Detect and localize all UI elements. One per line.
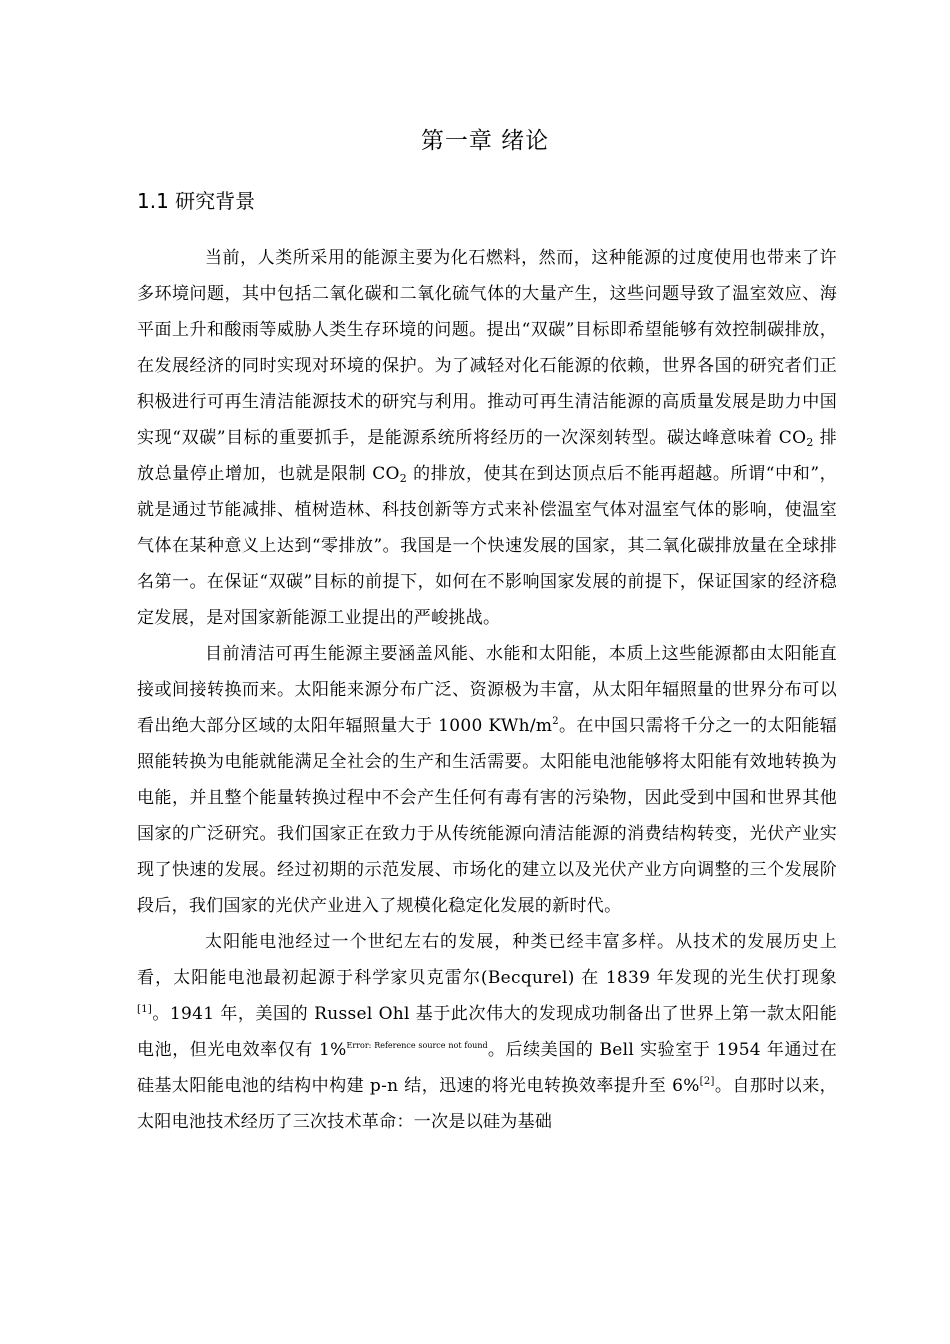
paragraph-3 — [137, 924, 837, 1140]
paragraph-1 — [137, 240, 837, 636]
co2-subscript-2: 2 — [399, 472, 408, 485]
paragraph-3-text-4: 。自那时以来，太阳电池技术经历了三次技术革命：一次是以硅为基础 — [137, 1076, 837, 1132]
citation-1: [1] — [137, 1004, 153, 1015]
paragraph-2-text-1: 目前清洁可再生能源主要涵盖风能、水能和太阳能，本质上这些能源都由太阳能直接或间接转换而来。太阳能来源分布广泛、资源极为丰富，从太阳年辐照量的世界分布可以看出绝大部分区域的太阳年辐照量大于 1000 KWh/m — [137, 644, 837, 736]
section-heading: 1.1 研究背景 — [137, 189, 256, 213]
paragraph-1-text-2: 排放总量停止增加，也就是限制 CO — [137, 428, 837, 484]
co2-subscript-1: 2 — [806, 436, 814, 449]
paragraph-1-text-3: 的排放，使其在到达顶点后不能再超越。所谓“中和”，就是通过节能减排、植树造林、科技创新等方式来补偿温室气体对温室气体的影响，使温室气体在某种意义上达到“零排放”。我国是一个快速发展的国家，其二氧化碳排放量在全球排名第一。在保证“双碳”目标的前提下，如何在不影响国家发展的前提下，保证国家的经济稳定发展，是对国家新能源工业提出的严峻挑战。 — [137, 464, 837, 628]
paragraph-3-text-3: 。后续美国的 Bell 实验室于 1954 年通过在硅基太阳能电池的结构中构建 p-n 结，迅速的将光电转换效率提升至 6% — [137, 1040, 838, 1096]
paragraph-2 — [137, 636, 837, 924]
paragraph-2-text-2: 。在中国只需将千分之一的太阳能辐照能转换为电能就能满足全社会的生产和生活需要。太阳能电池能够将太阳能有效地转换为电能，并且整个能量转换过程中不会产生任何有毒有害的污染物，因此受到中国和世界其他国家的广泛研究。我们国家正在致力于从传统能源向清洁能源的消费结构转变，光伏产业实现了快速的发展。经过初期的示范发展、市场化的建立以及光伏产业方向调整的三个发展阶段后，我们国家的光伏产业进入了规模化稳定化发展的新时代。 — [137, 716, 837, 916]
chapter-title: 第一章 绪论 — [420, 128, 550, 154]
unit-superscript: 2 — [552, 716, 559, 727]
reference-error-note: Error: Reference source not found — [346, 1041, 488, 1050]
paragraph-3-text-1: 太阳能电池经过一个世纪左右的发展，种类已经丰富多样。从技术的发展历史上看，太阳能电池最初起源于科学家贝克雷尔(Becqurel) 在 1839 年发现的光生伏打现象 — [137, 932, 837, 988]
paragraph-1-text-1: 当前，人类所采用的能源主要为化石燃料，然而，这种能源的过度使用也带来了许多环境问题，其中包括二氧化碳和二氧化硫气体的大量产生，这些问题导致了温室效应、海平面上升和酸雨等威胁人类生存环境的问题。提出“双碳”目标即希望能够有效控制碳排放，在发展经济的同时实现对环境的保护。为了减轻对化石能源的依赖，世界各国的研究者们正积极进行可再生清洁能源技术的研究与利用。推动可再生清洁能源的高质量发展是助力中国实现“双碳”目标的重要抓手，是能源系统所将经历的一次深刻转型。碳达峰意味着 CO — [137, 248, 837, 448]
paragraph-3-text-2: 。1941 年，美国的 Russel Ohl 基于此次伟大的发现成功制备出了世界上第一款太阳能电池，但光电效率仅有 1% — [137, 1004, 837, 1060]
body-text — [137, 240, 837, 1140]
citation-2: [2] — [699, 1076, 715, 1087]
